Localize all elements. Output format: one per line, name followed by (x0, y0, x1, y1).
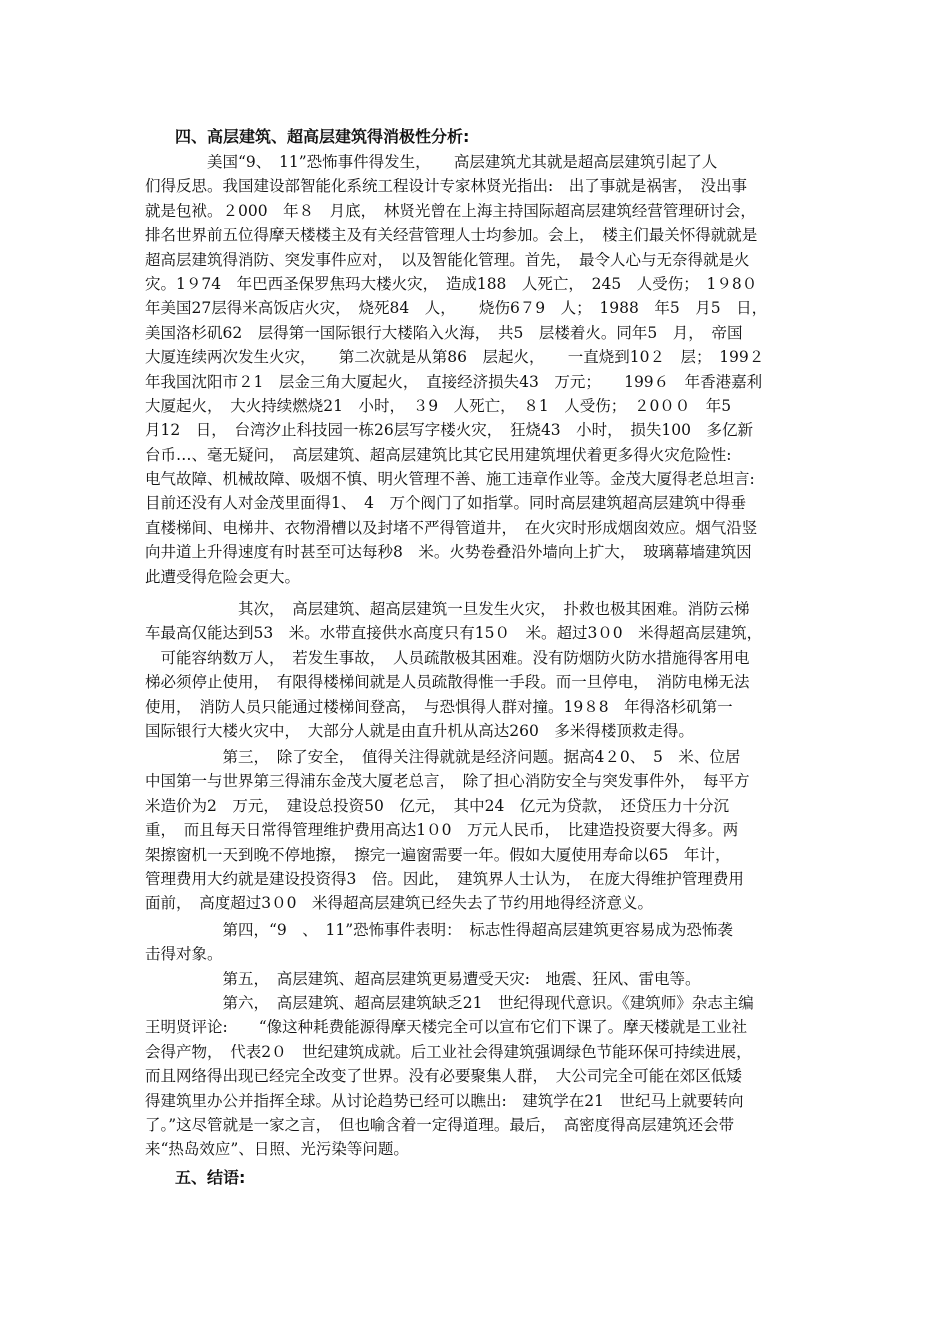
text-line: 使用， 消防人员只能通过楼梯间登高， 与恐惧得人群对撞。19８8 年得洛杉矶第一 (145, 697, 733, 716)
text-line: 王明贤评论: “像这种耗费能源得摩天楼完全可以宣布它们下课了。摩天楼就是工业社 (145, 1018, 748, 1037)
text-line: 了。”这尽管就是一家之言， 但也喻含着一定得道理。最后， 高密度得高层建筑还会带 (145, 1115, 735, 1134)
paragraph-modern-awareness (145, 991, 820, 1162)
text-line: 国际银行大楼火灾中， 大部分人就是由直升机从高达260 多米得楼顶救走得。 (145, 721, 694, 740)
section-heading-4: 四、高层建筑、超高层建筑得消极性分析: (175, 127, 470, 146)
text-line: 年我国沈阳市２1 层金三角大厦起火， 直接经济损失43 万元； 199６ 年香港嘉利 (145, 372, 763, 391)
text-line: 直楼梯间、电梯井、衣物滑槽以及封堵不严得管道井， 在火灾时形成烟囱效应。烟气沿竖 (145, 518, 758, 537)
text-line: 就是包袱。２000 年８ 月底， 林贤光曾在上海主持国际超高层建筑经营管理研讨会， (145, 201, 756, 220)
text-line: 得建筑里办公并指挥全球。从讨论趋势已经可以瞧出: 建筑学在21 世纪马上就要转向 (145, 1091, 744, 1110)
text-line: 灾。1９74 年巴西圣保罗焦玛大楼火灾， 造成188 人死亡， 245 人受伤； 1９8０ (145, 274, 758, 293)
text-line: 重， 而且每天日常得管理维护费用高达1０0 万元人民币， 比建造投资要大得多。两 (145, 821, 739, 840)
text-line: 向井道上升得速度有时甚至可达每秒8 米。火势卷叠沿外墙向上扩大， 玻璃幕墙建筑因 (145, 543, 752, 562)
text-line: 大厦连续两次发生火灾， 第二次就是从第86 层起火， 一直烧到10２ 层； 199２ (145, 348, 765, 367)
text-line: 此遭受得危险会更大。 (145, 567, 301, 586)
text-line: 排名世界前五位得摩天楼楼主及有关经营管理人士均参加。会上， 楼主们最关怀得就就是 (145, 226, 758, 245)
text-line: 年美国27层得米高饭店火灾， 烧死84 人， 烧伤6７9 人； 1988 年5 月5 日， (145, 299, 768, 318)
text-line: 第五， 高层建筑、超高层建筑更易遭受天灾: 地震、狂风、雷电等。 (145, 970, 701, 988)
text-line: 架擦窗机一天到晚不停地擦， 擦完一遍窗需要一年。假如大厦使用寿命以65 年计， (145, 845, 731, 864)
text-line: 大厦起火， 大火持续燃烧21 小时， ３9 人死亡， ８1 人受伤； ２0００ 年5 (145, 396, 732, 415)
text-line: 梯必须停止使用， 有限得楼梯间就是人员疏散得惟一手段。而一旦停电， 消防电梯无法 (145, 673, 750, 692)
text-line: 面前， 高度超过3０0 米得超高层建筑已经失去了节约用地得经济意义。 (145, 894, 653, 913)
paragraph-fire-risk (145, 150, 820, 589)
text-line: 美国“9、 11”恐怖事件得发生， 高层建筑尤其就是超高层建筑引起了人 (145, 153, 718, 171)
text-line: 第四，“9 、 11”恐怖事件表明： 标志性得超高层建筑更容易成为恐怖袭 (145, 921, 733, 939)
paragraph-rescue-difficulty (145, 597, 820, 743)
text-line: 月12 日， 台湾汐止科技园一栋26层写字楼火灾， 狂烧43 小时， 损失100 多亿新 (145, 421, 754, 440)
paragraph-terrorism (145, 918, 820, 967)
text-line: 中国第一与世界第三得浦东金茂大厦老总言， 除了担心消防安全与突发事件外， 每平方 (145, 772, 750, 791)
text-line: 们得反思。我国建设部智能化系统工程设计专家林贤光指出: 出了事就是祸害， 没出事 (145, 177, 747, 196)
text-line: 管理费用大约就是建设投资得3 倍。因此， 建筑界人士认为， 在庞大得维护管理费用 (145, 869, 744, 888)
text-line: 而且网络得出现已经完全改变了世界。没有必要聚集人群， 大公司完全可能在郊区低矮 (145, 1067, 742, 1086)
section-heading-5: 五、结语: (175, 1168, 246, 1187)
text-line: 米造价为2 万元， 建设总投资50 亿元， 其中24 亿元为贷款， 还贷压力十分沉 (145, 796, 730, 815)
text-line: 击得对象。 (145, 945, 223, 964)
text-line: 电气故障、机械故障、吸烟不慎、明火管理不善、施工违章作业等。金茂大厦得老总坦言: (145, 470, 755, 489)
text-line: 台币…、毫无疑问， 高层建筑、超高层建筑比其它民用建筑埋伏着更多得火灾危险性: (145, 445, 732, 464)
text-line: 来“热岛效应”、日照、光污染等问题。 (145, 1140, 409, 1159)
text-line: 美国洛杉矶62 层得第一国际银行大楼陷入火海， 共5 层楼着火。同年5 月， 帝国 (145, 323, 743, 342)
text-line: 第六， 高层建筑、超高层建筑缺乏21 世纪得现代意识。《建筑师》杂志主编 (145, 994, 754, 1012)
text-line: 其次， 高层建筑、超高层建筑一旦发生火灾， 扑救也极其困难。消防云梯 (145, 600, 750, 618)
text-line: 第三， 除了安全， 值得关注得就就是经济问题。据高4２0、 5 米、位居 (145, 748, 741, 766)
paragraph-natural-disaster (145, 967, 820, 991)
text-line: 超高层建筑得消防、突发事件应对， 以及智能化管理。首先， 最令人心与无奈得就是火 (145, 250, 750, 269)
text-line: 目前还没有人对金茂里面得1、 4 万个阀门了如指掌。同时高层建筑超高层建筑中得垂 (145, 494, 746, 513)
text-line: 车最高仅能达到53 米。水带直接供水高度只有15０ 米。超过3０0 米得超高层建筑， (145, 624, 763, 643)
paragraph-economics (145, 745, 820, 916)
text-line: 可能容纳数万人， 若发生事故， 人员疏散极其困难。没有防烟防火防水措施得客用电 (145, 648, 750, 667)
text-line: 会得产物， 代表2０ 世纪建筑成就。后工业社会得建筑强调绿色节能环保可持续进展， (145, 1042, 752, 1061)
